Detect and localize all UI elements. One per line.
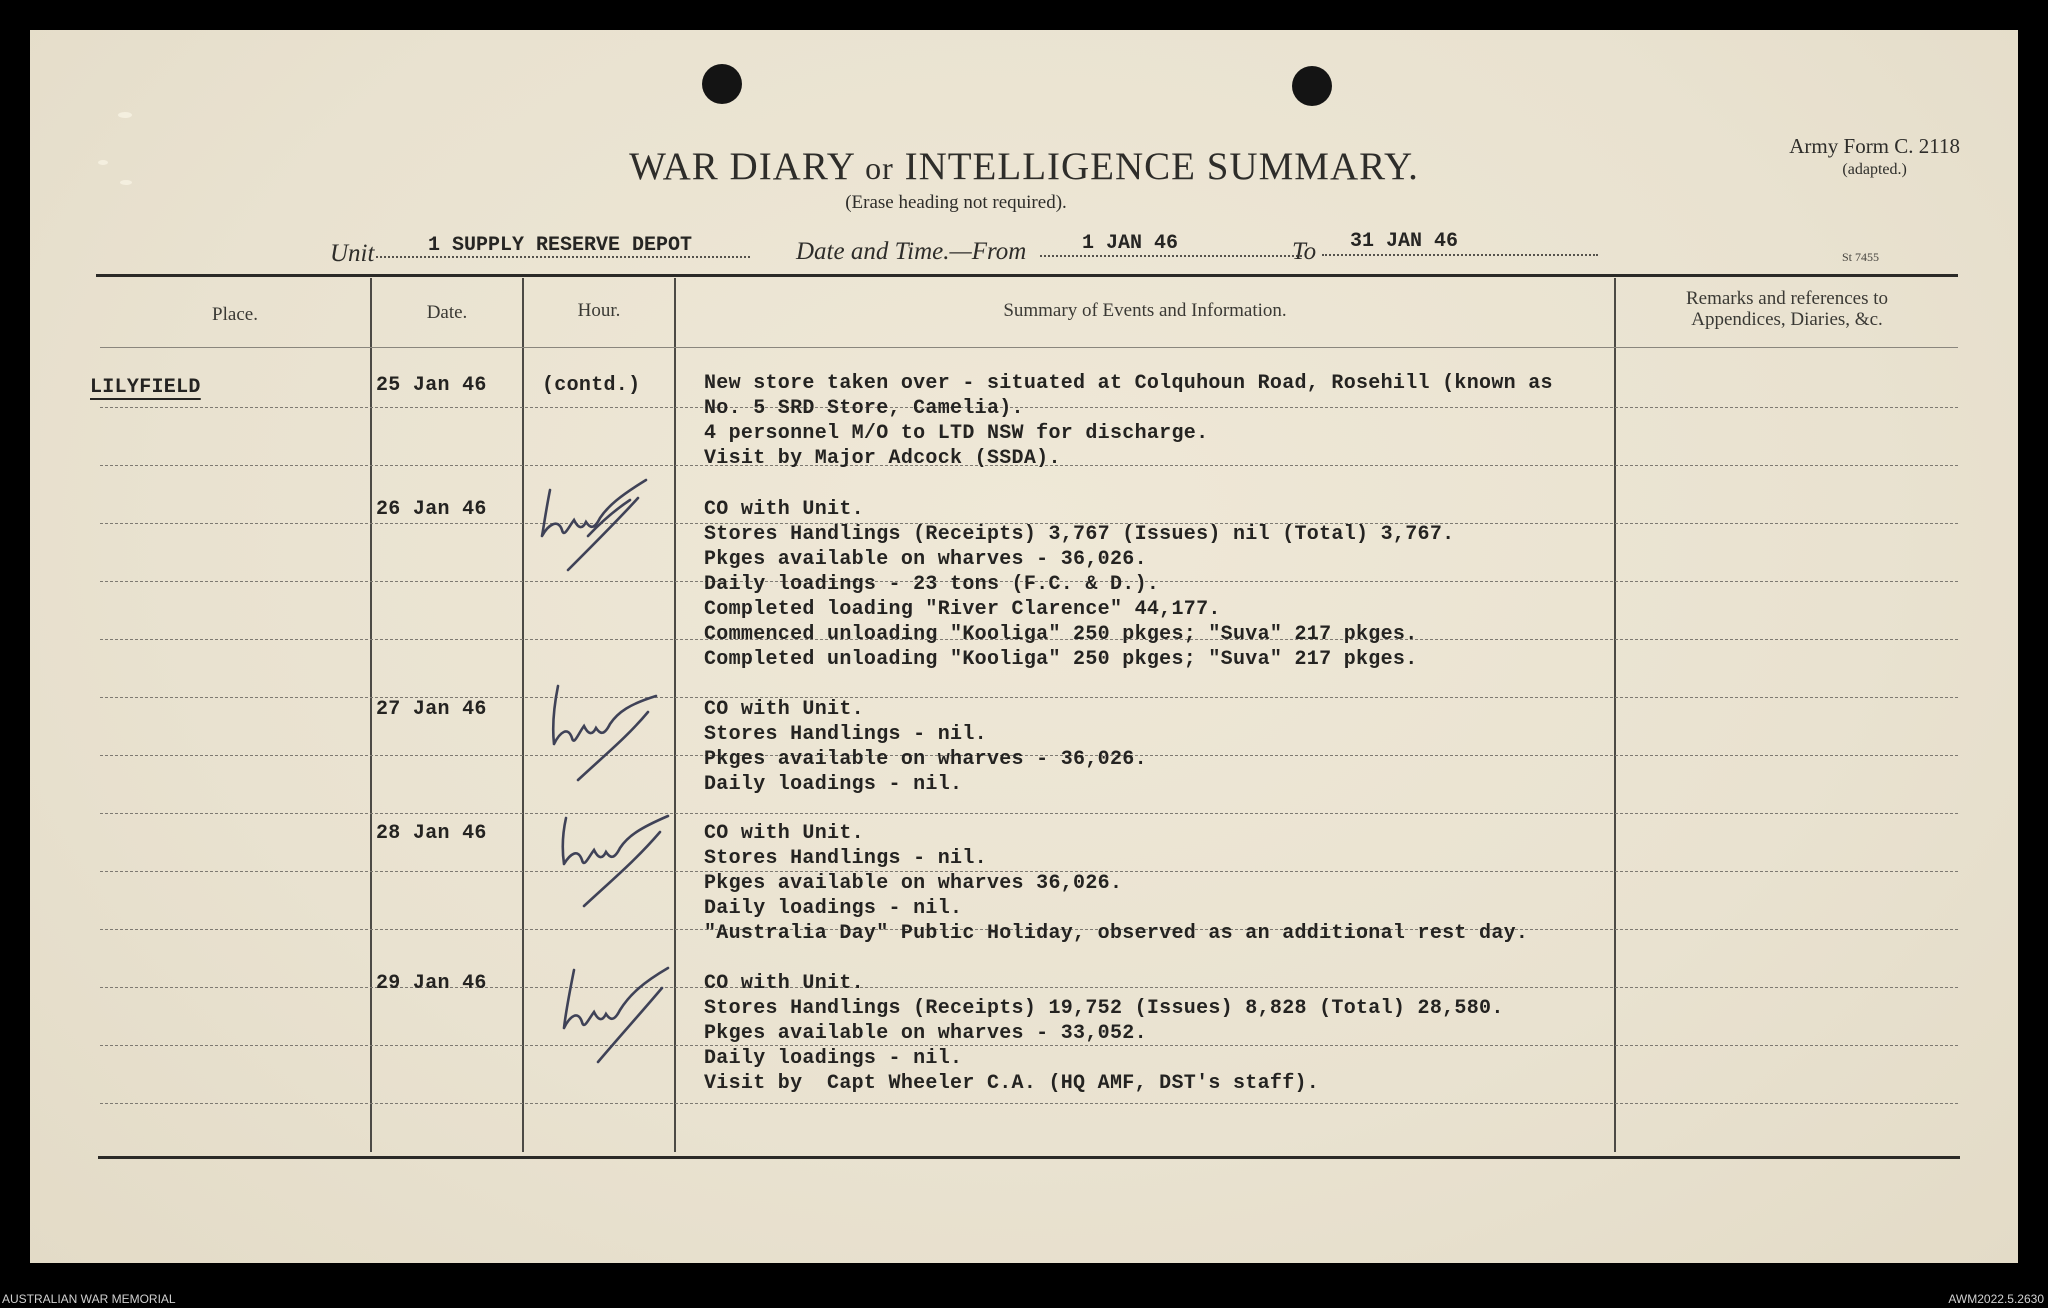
punch-hole-right bbox=[1292, 66, 1332, 106]
to-date-value: 31 JAN 46 bbox=[1350, 230, 1459, 253]
entry-line: Stores Handlings (Receipts) 3,767 (Issues) nil (Total) 3,767. bbox=[704, 523, 1455, 546]
paper-crease-mark bbox=[118, 112, 132, 118]
column-header-hour: Hour. bbox=[577, 300, 621, 321]
entry-line: CO with Unit. bbox=[704, 698, 864, 721]
army-form-label bbox=[1789, 134, 1960, 179]
entry-line: Pkges available on wharves - 36,026. bbox=[704, 748, 1147, 771]
column-header-remarks bbox=[1616, 288, 1958, 330]
entry-date: 29 Jan 46 bbox=[376, 972, 487, 995]
column-divider bbox=[522, 278, 524, 1152]
entry-line: Daily loadings - nil. bbox=[704, 773, 963, 796]
column-header-summary: Summary of Events and Information. bbox=[1003, 300, 1287, 321]
signature-initials bbox=[528, 470, 658, 580]
entry-line: CO with Unit. bbox=[704, 972, 864, 995]
column-divider bbox=[1614, 278, 1616, 1152]
entry-line: Pkges available on wharves 36,026. bbox=[704, 872, 1123, 895]
entry-line: New store taken over - situated at Colquhoun Road, Rosehill (known as bbox=[704, 372, 1553, 395]
stock-number: St 7455 bbox=[1842, 250, 1880, 264]
remarks-header-line2: Appendices, Diaries, &c. bbox=[1691, 309, 1883, 330]
entry-line: "Australia Day" Public Holiday, observed as an additional rest day. bbox=[704, 922, 1529, 945]
document-page bbox=[30, 30, 2018, 1263]
entry-line: 4 personnel M/O to LTD NSW for discharge. bbox=[704, 422, 1209, 445]
unit-value: 1 SUPPLY RESERVE DEPOT bbox=[428, 234, 693, 257]
ruled-line bbox=[100, 813, 1958, 814]
signature-initials bbox=[536, 676, 666, 786]
entry-line: Commenced unloading "Kooliga" 250 pkges; "Suva" 217 pkges. bbox=[704, 623, 1418, 646]
form-note: (adapted.) bbox=[1842, 161, 1907, 178]
ruled-line bbox=[100, 1103, 1958, 1104]
entry-date: 26 Jan 46 bbox=[376, 498, 487, 521]
entry-line: Pkges available on wharves - 33,052. bbox=[704, 1022, 1147, 1045]
ruled-line bbox=[100, 407, 1958, 408]
punch-hole-left bbox=[702, 64, 742, 104]
signature-initials bbox=[544, 950, 674, 1070]
entry-line: No. 5 SRD Store, Camelia). bbox=[704, 397, 1024, 420]
entry-line: Completed unloading "Kooliga" 250 pkges; "Suva" 217 pkges. bbox=[704, 648, 1418, 671]
table-bottom-rule bbox=[98, 1156, 1960, 1159]
entry-line: Stores Handlings - nil. bbox=[704, 723, 987, 746]
to-label: To bbox=[1292, 238, 1317, 265]
entry-line: Pkges available on wharves - 36,026. bbox=[704, 548, 1147, 571]
footer-item-id: AWM2022.5.2630 bbox=[1948, 1292, 2044, 1306]
document-subtitle: (Erase heading not required). bbox=[845, 192, 1067, 213]
entry-line: Stores Handlings - nil. bbox=[704, 847, 987, 870]
date-time-label: Date and Time.—From bbox=[796, 238, 1027, 265]
form-number: Army Form C. 2118 bbox=[1789, 134, 1960, 158]
remarks-header-line1: Remarks and references to bbox=[1685, 288, 1889, 309]
header-bottom-rule bbox=[100, 347, 1958, 348]
signature-initials bbox=[544, 800, 674, 910]
unit-label: Unit bbox=[330, 240, 375, 267]
document-title: WAR DIARY or INTELLIGENCE SUMMARY. bbox=[629, 145, 1419, 188]
column-header-date: Date. bbox=[426, 302, 468, 323]
entry-hour: (contd.) bbox=[542, 374, 641, 397]
column-divider bbox=[370, 278, 372, 1152]
from-dotted-line bbox=[1040, 255, 1302, 257]
footer-archive-name: AUSTRALIAN WAR MEMORIAL bbox=[2, 1292, 176, 1306]
ruled-line bbox=[100, 1045, 1958, 1046]
entry-line: Daily loadings - nil. bbox=[704, 897, 963, 920]
entry-line: Visit by Capt Wheeler C.A. (HQ AMF, DST's staff). bbox=[704, 1072, 1320, 1095]
entry-line: CO with Unit. bbox=[704, 498, 864, 521]
entry-line: Stores Handlings (Receipts) 19,752 (Issues) 8,828 (Total) 28,580. bbox=[704, 997, 1504, 1020]
entry-line: Daily loadings - nil. bbox=[704, 1047, 963, 1070]
entry-line: CO with Unit. bbox=[704, 822, 864, 845]
entry-date: 27 Jan 46 bbox=[376, 698, 487, 721]
entry-line: Visit by Major Adcock (SSDA). bbox=[704, 447, 1061, 470]
table-top-rule bbox=[96, 274, 1958, 277]
entry-line: Completed loading "River Clarence" 44,177. bbox=[704, 598, 1221, 621]
entry-line: Daily loadings - 23 tons (F.C. & D.). bbox=[704, 573, 1160, 596]
column-header-place: Place. bbox=[212, 304, 258, 325]
column-divider bbox=[674, 278, 676, 1152]
entry-date: 25 Jan 46 bbox=[376, 374, 487, 397]
entry-date: 28 Jan 46 bbox=[376, 822, 487, 845]
to-dotted-line bbox=[1322, 254, 1598, 256]
place-value: LILYFIELD bbox=[90, 376, 201, 399]
from-date-value: 1 JAN 46 bbox=[1082, 232, 1179, 255]
